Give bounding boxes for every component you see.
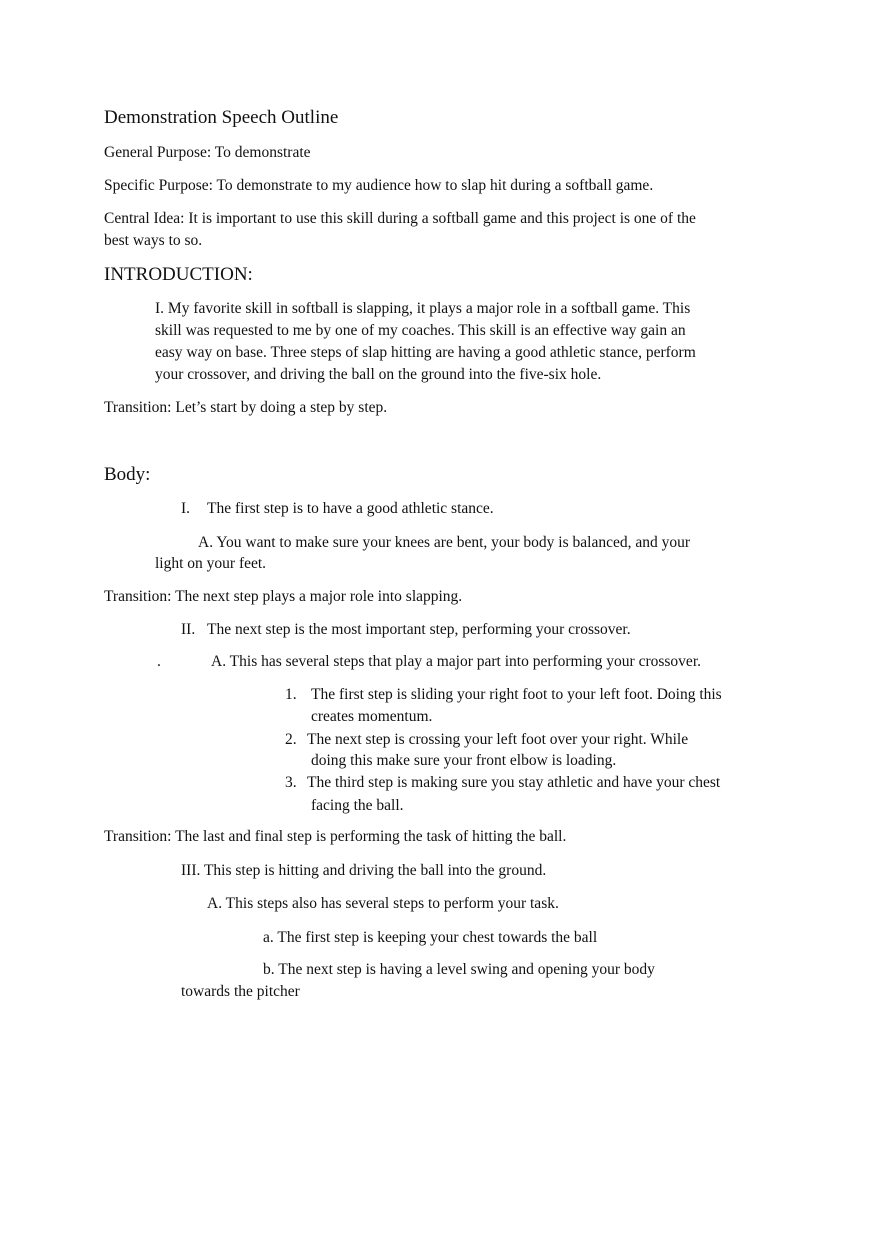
body-transition-2: Transition: The last and final step is performing the task of hitting the ball. xyxy=(104,828,567,845)
step-2-number: 2. xyxy=(285,731,297,748)
step-1-line-1: The first step is sliding your right foot to your left foot. Doing this xyxy=(311,686,722,703)
body-transition-1: Transition: The next step plays a major role into slapping. xyxy=(104,588,463,605)
specific-purpose: Specific Purpose: To demonstrate to my audience how to slap hit during a softball game. xyxy=(104,177,654,194)
step-3-line-1: The third step is making sure you stay athletic and have your chest xyxy=(307,774,721,791)
step-1-number: 1. xyxy=(285,686,297,703)
body-point-ii-numeral: II. xyxy=(181,621,196,638)
intro-transition: Transition: Let’s start by doing a step by step. xyxy=(104,399,388,416)
intro-point-line-3: easy way on base. Three steps of slap hitting are having a good athletic stance, perform xyxy=(155,344,696,361)
body-point-i-text: The first step is to have a good athletic stance. xyxy=(207,500,494,517)
body-point-iii: III. This step is hitting and driving the ball into the ground. xyxy=(181,862,547,879)
body-point-ii-sub-a: A. This has several steps that play a major part into performing your crossover. xyxy=(211,653,701,670)
central-idea-line-2: best ways to so. xyxy=(104,232,203,249)
document-title: Demonstration Speech Outline xyxy=(104,107,339,128)
step-3-line-2: facing the ball. xyxy=(311,797,404,814)
body-point-i-sub-a-line-2: light on your feet. xyxy=(155,555,267,572)
step-2-line-1: The next step is crossing your left foot over your right. While xyxy=(307,731,689,748)
body-point-ii-text: The next step is the most important step, performing your crossover. xyxy=(207,621,631,638)
body-point-iii-item-b-line-1: b. The next step is having a level swing and opening your body xyxy=(263,961,655,978)
step-1-line-2: creates momentum. xyxy=(311,708,433,725)
body-point-iii-item-a: a. The first step is keeping your chest towards the ball xyxy=(263,929,598,946)
body-point-iii-item-b-line-2: towards the pitcher xyxy=(181,983,300,1000)
stray-period: . xyxy=(157,653,161,670)
step-2-line-2: doing this make sure your front elbow is loading. xyxy=(311,752,617,769)
intro-point-line-1: I. My favorite skill in softball is slapping, it plays a major role in a softball game. This xyxy=(155,300,691,317)
body-point-iii-sub-a: A. This steps also has several steps to perform your task. xyxy=(207,895,559,912)
step-3-number: 3. xyxy=(285,774,297,791)
central-idea-line-1: Central Idea: It is important to use this skill during a softball game and this project is one of the xyxy=(104,210,696,227)
intro-point-line-2: skill was requested to me by one of my coaches. This skill is an effective way gain an xyxy=(155,322,686,339)
intro-point-line-4: your crossover, and driving the ball on the ground into the five-six hole. xyxy=(155,366,602,383)
general-purpose: General Purpose: To demonstrate xyxy=(104,144,311,161)
body-point-i-sub-a-line-1: A. You want to make sure your knees are bent, your body is balanced, and your xyxy=(198,534,691,551)
body-heading: Body: xyxy=(104,464,151,485)
body-point-i-numeral: I. xyxy=(181,500,191,517)
introduction-heading: INTRODUCTION: xyxy=(104,264,253,285)
